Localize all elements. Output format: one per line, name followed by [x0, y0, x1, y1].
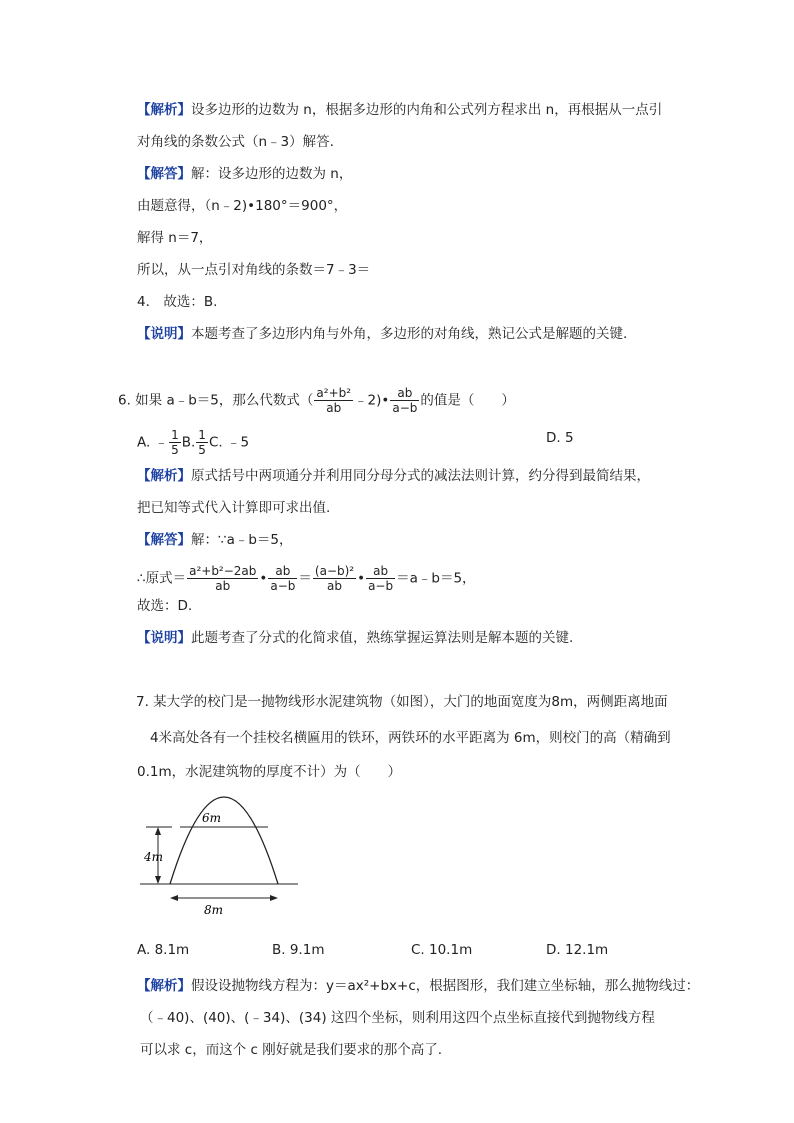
q6-answer-fraction-2	[268, 564, 297, 593]
q5-answer-line-1	[137, 164, 352, 184]
arrow-head-icon	[155, 876, 161, 884]
q6-options-abc	[137, 428, 249, 457]
q6-answer-line-1	[137, 530, 293, 550]
fraction-denominator: ab	[215, 579, 231, 593]
fraction-denominator: 5	[198, 443, 206, 457]
q7-option-b: B. 9.1m	[272, 942, 325, 958]
parabola-curve	[170, 797, 278, 884]
q6-stem-pre: 6. 如果 a﹣b＝5，那么代数式（	[118, 392, 314, 409]
q6-option-b-fraction	[196, 428, 208, 457]
q5-answer-line-5: 4． 故选：B.	[137, 294, 218, 310]
q7-analysis-line-2: （﹣40)、(40)、(﹣34)、(34) 这四个坐标，则利用这四个点坐标直接代到抛物线方程	[140, 1010, 655, 1026]
q6-option-a-fraction	[169, 428, 181, 457]
arrow-head-icon	[270, 895, 278, 901]
q7-stem-line-3: 0.1m，水泥建筑物的厚度不计）为（ ）	[137, 764, 402, 780]
q6-analysis-line-2: 把已知等式代入计算即可求出值.	[137, 500, 331, 516]
q6-option-c: C. ﹣5	[208, 434, 250, 451]
fraction-numerator: 1	[198, 428, 206, 442]
q7-stem-line-2: 4米高处各有一个挂校名横匾用的铁环，两铁环的水平距离为 6m，则校门的高（精确到	[150, 730, 671, 746]
fraction-numerator: (a−b)²	[314, 564, 355, 578]
q5-answer-text-1: 解：设多边形的边数为 n，	[191, 166, 353, 182]
analysis-tag: 【解析】	[137, 468, 191, 484]
fraction-denominator: ab	[326, 401, 342, 415]
q7-stem-line-1: 7. 某大学的校门是一抛物线形水泥建筑物（如图），大门的地面宽度为8m，两侧距离地面	[136, 694, 668, 710]
fraction-denominator: a−b	[392, 401, 418, 415]
q6-answer-fraction-4	[366, 564, 395, 593]
equals-sign: ＝	[298, 570, 312, 587]
q6-answer-text-1: 解：∵a﹣b＝5，	[191, 532, 293, 548]
fraction-denominator: a−b	[270, 579, 296, 593]
q6-stem-fraction-1	[314, 386, 353, 415]
q7-analysis-text-1: 假设设抛物线方程为：y＝ax²+bx+c，根据图形，我们建立坐标轴，那么抛物线过：	[191, 978, 700, 994]
q5-analysis-line-2: 对角线的条数公式（n﹣3）解答.	[137, 134, 334, 150]
parabola-gate-figure	[140, 790, 310, 924]
q6-answer-fraction-1	[187, 564, 258, 593]
q6-answer-line-3: 故选：D.	[137, 598, 193, 614]
fraction-numerator: ab	[366, 564, 395, 579]
fraction-denominator: 5	[171, 443, 179, 457]
q6-option-d: D. 5	[546, 430, 574, 446]
fraction-numerator: a²+b²−2ab	[189, 564, 257, 578]
q5-note-line	[137, 324, 627, 344]
q5-answer-line-2: 由题意得，（n﹣2)•180°＝900°，	[137, 198, 348, 214]
q7-option-c: C. 10.1m	[411, 942, 473, 958]
arrow-head-icon	[170, 895, 178, 901]
q7-option-d: D. 12.1m	[546, 942, 609, 958]
q6-answer-2-post: ＝a﹣b＝5，	[396, 570, 476, 587]
q7-analysis-line-3: 可以求 c，而这个 c 刚好就是我们要求的那个高了.	[140, 1042, 443, 1058]
multiply-dot: •	[259, 570, 268, 587]
q6-option-b-pre: B.	[181, 434, 196, 451]
arrow-head-icon	[155, 827, 161, 835]
q6-analysis-line-1	[137, 466, 650, 486]
q5-analysis-text-1: 设多边形的边数为 n，根据多边形的内角和公式列方程求出 n，再根据从一点引	[191, 102, 663, 118]
label-4m: 4m	[144, 850, 164, 864]
q7-analysis-line-1	[137, 976, 699, 996]
q6-stem-post: 的值是（ ）	[420, 392, 515, 409]
answer-tag: 【解答】	[137, 166, 191, 182]
q6-answer-2-pre: ∴原式＝	[137, 570, 187, 587]
q6-note-text: 此题考查了分式的化简求值，熟练掌握运算法则是解本题的关键.	[191, 630, 574, 646]
multiply-dot: •	[357, 570, 366, 587]
q6-answer-fraction-3	[313, 564, 356, 593]
fraction-numerator: a²+b²	[316, 386, 352, 400]
q6-analysis-text-1: 原式括号中两项通分并利用同分母分式的减法法则计算，约分得到最简结果，	[191, 468, 650, 484]
q5-answer-line-4: 所以，从一点引对角线的条数＝7﹣3＝	[137, 262, 371, 278]
q6-stem-fraction-2	[390, 386, 419, 415]
note-tag: 【说明】	[137, 326, 191, 342]
fraction-numerator: 1	[171, 428, 179, 442]
analysis-tag: 【解析】	[137, 978, 191, 994]
fraction-denominator: ab	[327, 579, 342, 593]
q5-answer-line-3: 解得 n＝7，	[137, 230, 213, 246]
q6-stem-mid: ﹣2)•	[354, 392, 390, 409]
note-tag: 【说明】	[137, 630, 191, 646]
fraction-numerator: ab	[390, 386, 419, 401]
analysis-tag: 【解析】	[137, 102, 191, 118]
q6-note-line	[137, 628, 573, 648]
answer-tag: 【解答】	[137, 532, 191, 548]
q7-option-a: A. 8.1m	[137, 942, 190, 958]
q5-analysis-line-1	[137, 100, 662, 120]
q6-answer-line-2	[137, 564, 476, 593]
parabola-gate-diagram	[140, 790, 310, 920]
label-6m: 6m	[202, 811, 222, 825]
label-8m: 8m	[204, 903, 224, 917]
q5-note-text: 本题考查了多边形内角与外角，多边形的对角线，熟记公式是解题的关键.	[191, 326, 628, 342]
fraction-denominator: a−b	[368, 579, 394, 593]
q6-option-a-pre: A. ﹣	[137, 434, 169, 451]
fraction-numerator: ab	[268, 564, 297, 579]
q6-stem	[118, 386, 515, 415]
